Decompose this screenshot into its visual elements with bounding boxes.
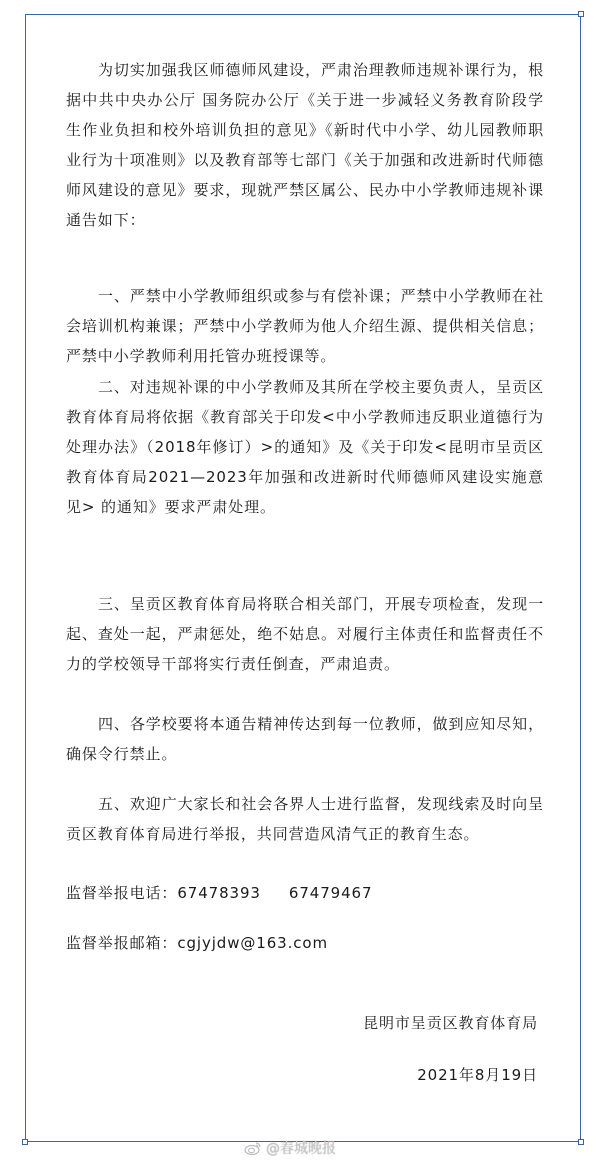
- resize-handle-bottom-right[interactable]: [578, 1139, 584, 1145]
- email-label: 监督举报邮箱：: [66, 934, 178, 952]
- resize-handle-bottom-left[interactable]: [22, 1139, 28, 1145]
- phone-label: 监督举报电话：: [66, 884, 178, 902]
- clause-4-paragraph: 四、各学校要将本通告精神传达到每一位教师，做到应知尽知，确保令行禁止。: [66, 715, 544, 763]
- report-email-line: [66, 928, 328, 958]
- report-phone-line: [66, 878, 372, 908]
- phone-number-2: 67479467: [288, 884, 373, 902]
- watermark-text: @春城晚报: [266, 1141, 336, 1157]
- issuer-signature: 昆明市呈贡区教育体育局: [363, 1014, 538, 1032]
- clause-5-paragraph: 五、欢迎广大家长和社会各界人士进行监督，发现线索及时向呈贡区教育体育局进行举报，共同营造风清气正的教育生态。: [66, 795, 544, 843]
- clause-3-paragraph: 三、呈贡区教育体育局将联合相关部门，开展专项检查，发现一起、查处一起，严肃惩处，绝不姑息。对履行主体责任和监督责任不力的学校领导干部将实行责任倒查，严肃追责。: [66, 595, 544, 673]
- weibo-icon: [244, 1141, 262, 1155]
- intro-paragraph: 为切实加强我区师德师风建设，严肃治理教师违规补课行为，根据中共中央办公厅 国务院办公厅《关于进一步减轻义务教育阶段学生作业负担和校外培训负担的意见》《新时代中小学、幼儿园教师职业行为十项准则》以及教育部等七部门《关于加强和改进新时代师德师风建设的意见》要求，现就严禁区属公、民办中小学教师违规补课通告如下：: [66, 61, 544, 229]
- email-address: cgjyjdw@163.com: [177, 934, 329, 952]
- clause-2-paragraph: 二、对违规补课的中小学教师及其所在学校主要负责人，呈贡区教育体育局将依据《教育部关于印发<中小学教师违反职业道德行为处理办法》（2018年修订）>的通知》及《关于印发<昆明市呈贡区教育体育局2021—2023年加强和改进新时代师德师风建设实施意见> 的通知》要求严肃处理。: [66, 378, 544, 516]
- issue-date: 2021年8月19日: [417, 1066, 538, 1084]
- phone-number-1: 67478393: [177, 884, 261, 902]
- clause-1-paragraph: 一、严禁中小学教师组织或参与有偿补课；严禁中小学教师在社会培训机构兼课；严禁中小学教师为他人介绍生源、提供相关信息；严禁中小学教师利用托管办班授课等。: [66, 287, 544, 365]
- source-watermark: [244, 1138, 336, 1158]
- resize-handle-top-right[interactable]: [578, 11, 584, 17]
